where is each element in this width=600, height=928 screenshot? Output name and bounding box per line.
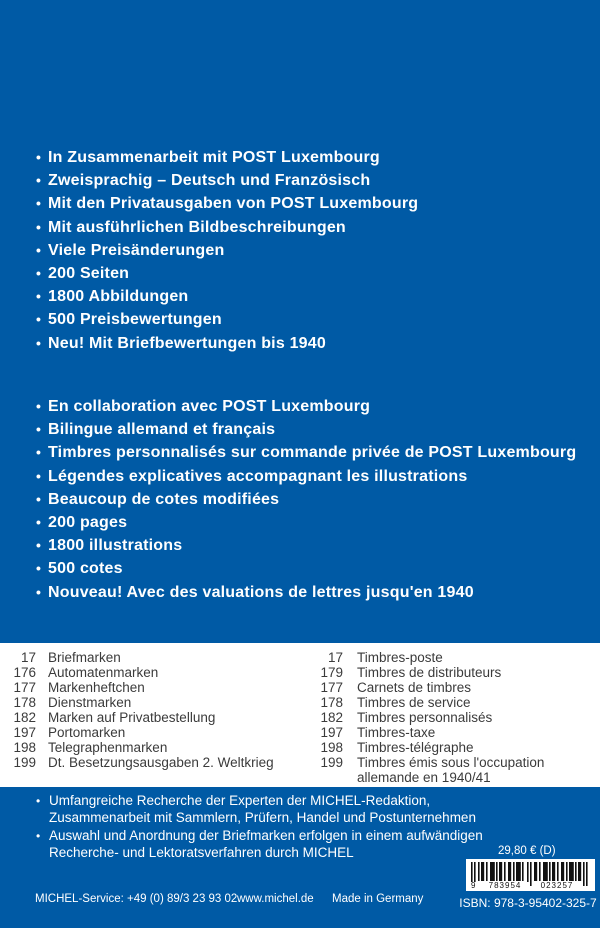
toc-section-label: Carnets de timbres [357, 680, 472, 695]
toc-section-label: Timbres personnalisés [357, 710, 493, 725]
feature-item [36, 488, 576, 511]
toc-page-number: 197 [13, 725, 36, 740]
toc-section-label: Timbres-télégraphe [357, 740, 474, 755]
feature-item [36, 511, 576, 534]
bullet-icon: • [36, 311, 42, 328]
feature-text: Zweisprachig – Deutsch und Französisch [48, 172, 371, 190]
feature-item [36, 465, 576, 488]
price-label: 29,80 € (D) [498, 845, 556, 857]
feature-item [36, 332, 418, 355]
toc-row [0, 695, 274, 710]
toc-page-number: 176 [13, 665, 36, 680]
editorial-notes-list [36, 792, 483, 861]
toc-row [0, 710, 274, 725]
toc-section-label: Markenheftchen [48, 680, 145, 695]
feature-text: Mit den Privatausgaben von POST Luxembourg [48, 195, 419, 213]
feature-text: 200 pages [48, 514, 128, 532]
feature-text: Viele Preisänderungen [48, 241, 225, 259]
barcode-digit-group: 783954 [481, 882, 529, 890]
bullet-icon: • [36, 467, 42, 484]
service-phone-label: MICHEL-Service: +49 (0) 89/3 23 93 02 [35, 893, 238, 905]
feature-text: Mit ausführlichen Bildbeschreibungen [48, 218, 346, 236]
feature-text: Beaucoup de cotes modifiées [48, 490, 280, 508]
bullet-icon: • [36, 514, 42, 531]
bullet-icon: • [36, 288, 42, 305]
toc-page-number: 182 [13, 710, 36, 725]
bullet-icon: • [36, 794, 41, 808]
bullet-icon: • [36, 398, 42, 414]
toc-page-number: 177 [320, 680, 343, 695]
toc-section-label: Timbres-poste [357, 650, 443, 665]
toc-section-label: Timbres de distributeurs [357, 665, 502, 680]
toc-section-label: Telegraphenmarken [48, 740, 168, 755]
barcode-digit-group: 023257 [533, 882, 581, 890]
toc-page-number: 17 [20, 650, 36, 665]
feature-item [36, 308, 418, 331]
bullet-icon: • [36, 334, 42, 351]
features-french-list [36, 395, 576, 604]
toc-page-number: 199 [320, 755, 343, 770]
toc-page-number: 178 [320, 695, 343, 710]
toc-german-column [0, 650, 274, 770]
toc-section-label: Automatenmarken [48, 665, 159, 680]
toc-page-number: 182 [320, 710, 343, 725]
bullet-icon: • [36, 195, 42, 212]
bullet-icon: • [36, 172, 42, 189]
toc-page-number: 179 [320, 665, 343, 680]
feature-text: En collaboration avec POST Luxembourg [48, 398, 371, 415]
bullet-icon: • [36, 444, 42, 461]
toc-section-label: Dienstmarken [48, 695, 132, 710]
feature-text: 500 cotes [48, 560, 123, 578]
toc-row [307, 755, 544, 785]
feature-text: 200 Seiten [48, 265, 130, 283]
toc-row [0, 740, 274, 755]
toc-page-number: 178 [13, 695, 36, 710]
toc-row [307, 740, 544, 755]
barcode [466, 859, 595, 891]
feature-item [36, 441, 576, 464]
feature-item [36, 395, 576, 418]
toc-row [0, 680, 274, 695]
note-text: Auswahl und Anordnung der Briefmarken erfolgen in einem aufwändigen Recherche- und Lektoratsverfahren durch MICHEL [49, 827, 483, 860]
bullet-icon: • [36, 537, 42, 554]
note-item [36, 792, 483, 827]
toc-row [307, 665, 544, 680]
feature-item [36, 216, 418, 239]
bullet-icon: • [36, 828, 41, 843]
toc-section-label: Timbres-taxe [357, 725, 436, 740]
toc-band [0, 643, 600, 787]
feature-item [36, 239, 418, 262]
toc-row [0, 725, 274, 740]
feature-item [36, 581, 576, 604]
toc-page-number: 17 [327, 650, 343, 665]
toc-row [307, 650, 544, 665]
toc-section-label: Timbres émis sous l'occupation allemande en 1940/41 [357, 755, 545, 785]
toc-row [307, 725, 544, 740]
feature-text: Timbres personnalisés sur commande privée de POST Luxembourg [48, 444, 577, 462]
barcode-digit-group: 9 [471, 882, 479, 890]
feature-item [36, 534, 576, 557]
feature-item [36, 146, 418, 169]
feature-text: 500 Preisbewertungen [48, 311, 222, 329]
feature-text: 1800 Abbildungen [48, 288, 189, 306]
toc-row [0, 755, 274, 770]
feature-text: Neu! Mit Briefbewertungen bis 1940 [48, 334, 326, 352]
bullet-icon: • [36, 421, 42, 438]
toc-section-label: Timbres de service [357, 695, 471, 710]
toc-section-label: Marken auf Privatbestellung [48, 710, 216, 725]
feature-item [36, 557, 576, 580]
toc-section-label: Dt. Besetzungsausgaben 2. Weltkrieg [48, 755, 274, 770]
toc-french-column [307, 650, 544, 785]
toc-page-number: 199 [13, 755, 36, 770]
bullet-icon: • [36, 241, 42, 258]
note-text: Umfangreiche Recherche der Experten der MICHEL-Redaktion, Zusammenarbeit mit Sammlern, Prüfern, Handel und Postunternehmen [49, 793, 476, 826]
toc-row [307, 710, 544, 725]
toc-row [307, 680, 544, 695]
feature-text: Nouveau! Avec des valuations de lettres jusqu'en 1940 [48, 583, 474, 601]
barcode-digits [471, 882, 590, 890]
feature-text: In Zusammenarbeit mit POST Luxembourg [48, 149, 380, 166]
feature-item [36, 192, 418, 215]
toc-row [307, 695, 544, 710]
feature-item [36, 169, 418, 192]
feature-item [36, 285, 418, 308]
bullet-icon: • [36, 560, 42, 577]
bullet-icon: • [36, 265, 42, 282]
toc-page-number: 198 [13, 740, 36, 755]
toc-section-label: Briefmarken [48, 650, 121, 665]
website-url: www.michel.de [237, 893, 314, 905]
toc-page-number: 198 [320, 740, 343, 755]
bullet-icon: • [36, 218, 42, 235]
feature-text: Légendes explicatives accompagnant les illustrations [48, 467, 468, 485]
toc-page-number: 177 [13, 680, 36, 695]
note-item [36, 827, 483, 862]
toc-page-number: 197 [320, 725, 343, 740]
bullet-icon: • [36, 490, 42, 507]
toc-row [0, 650, 274, 665]
feature-item [36, 418, 576, 441]
feature-text: Bilingue allemand et français [48, 421, 276, 439]
toc-section-label: Portomarken [48, 725, 126, 740]
isbn-label: ISBN: 978-3-95402-325-7 [459, 896, 597, 910]
bullet-icon: • [36, 583, 42, 600]
feature-text: 1800 illustrations [48, 537, 183, 555]
bullet-icon: • [36, 149, 42, 165]
made-in-germany-label: Made in Germany [332, 893, 424, 905]
toc-row [0, 665, 274, 680]
features-german-list [36, 146, 418, 355]
feature-item [36, 262, 418, 285]
